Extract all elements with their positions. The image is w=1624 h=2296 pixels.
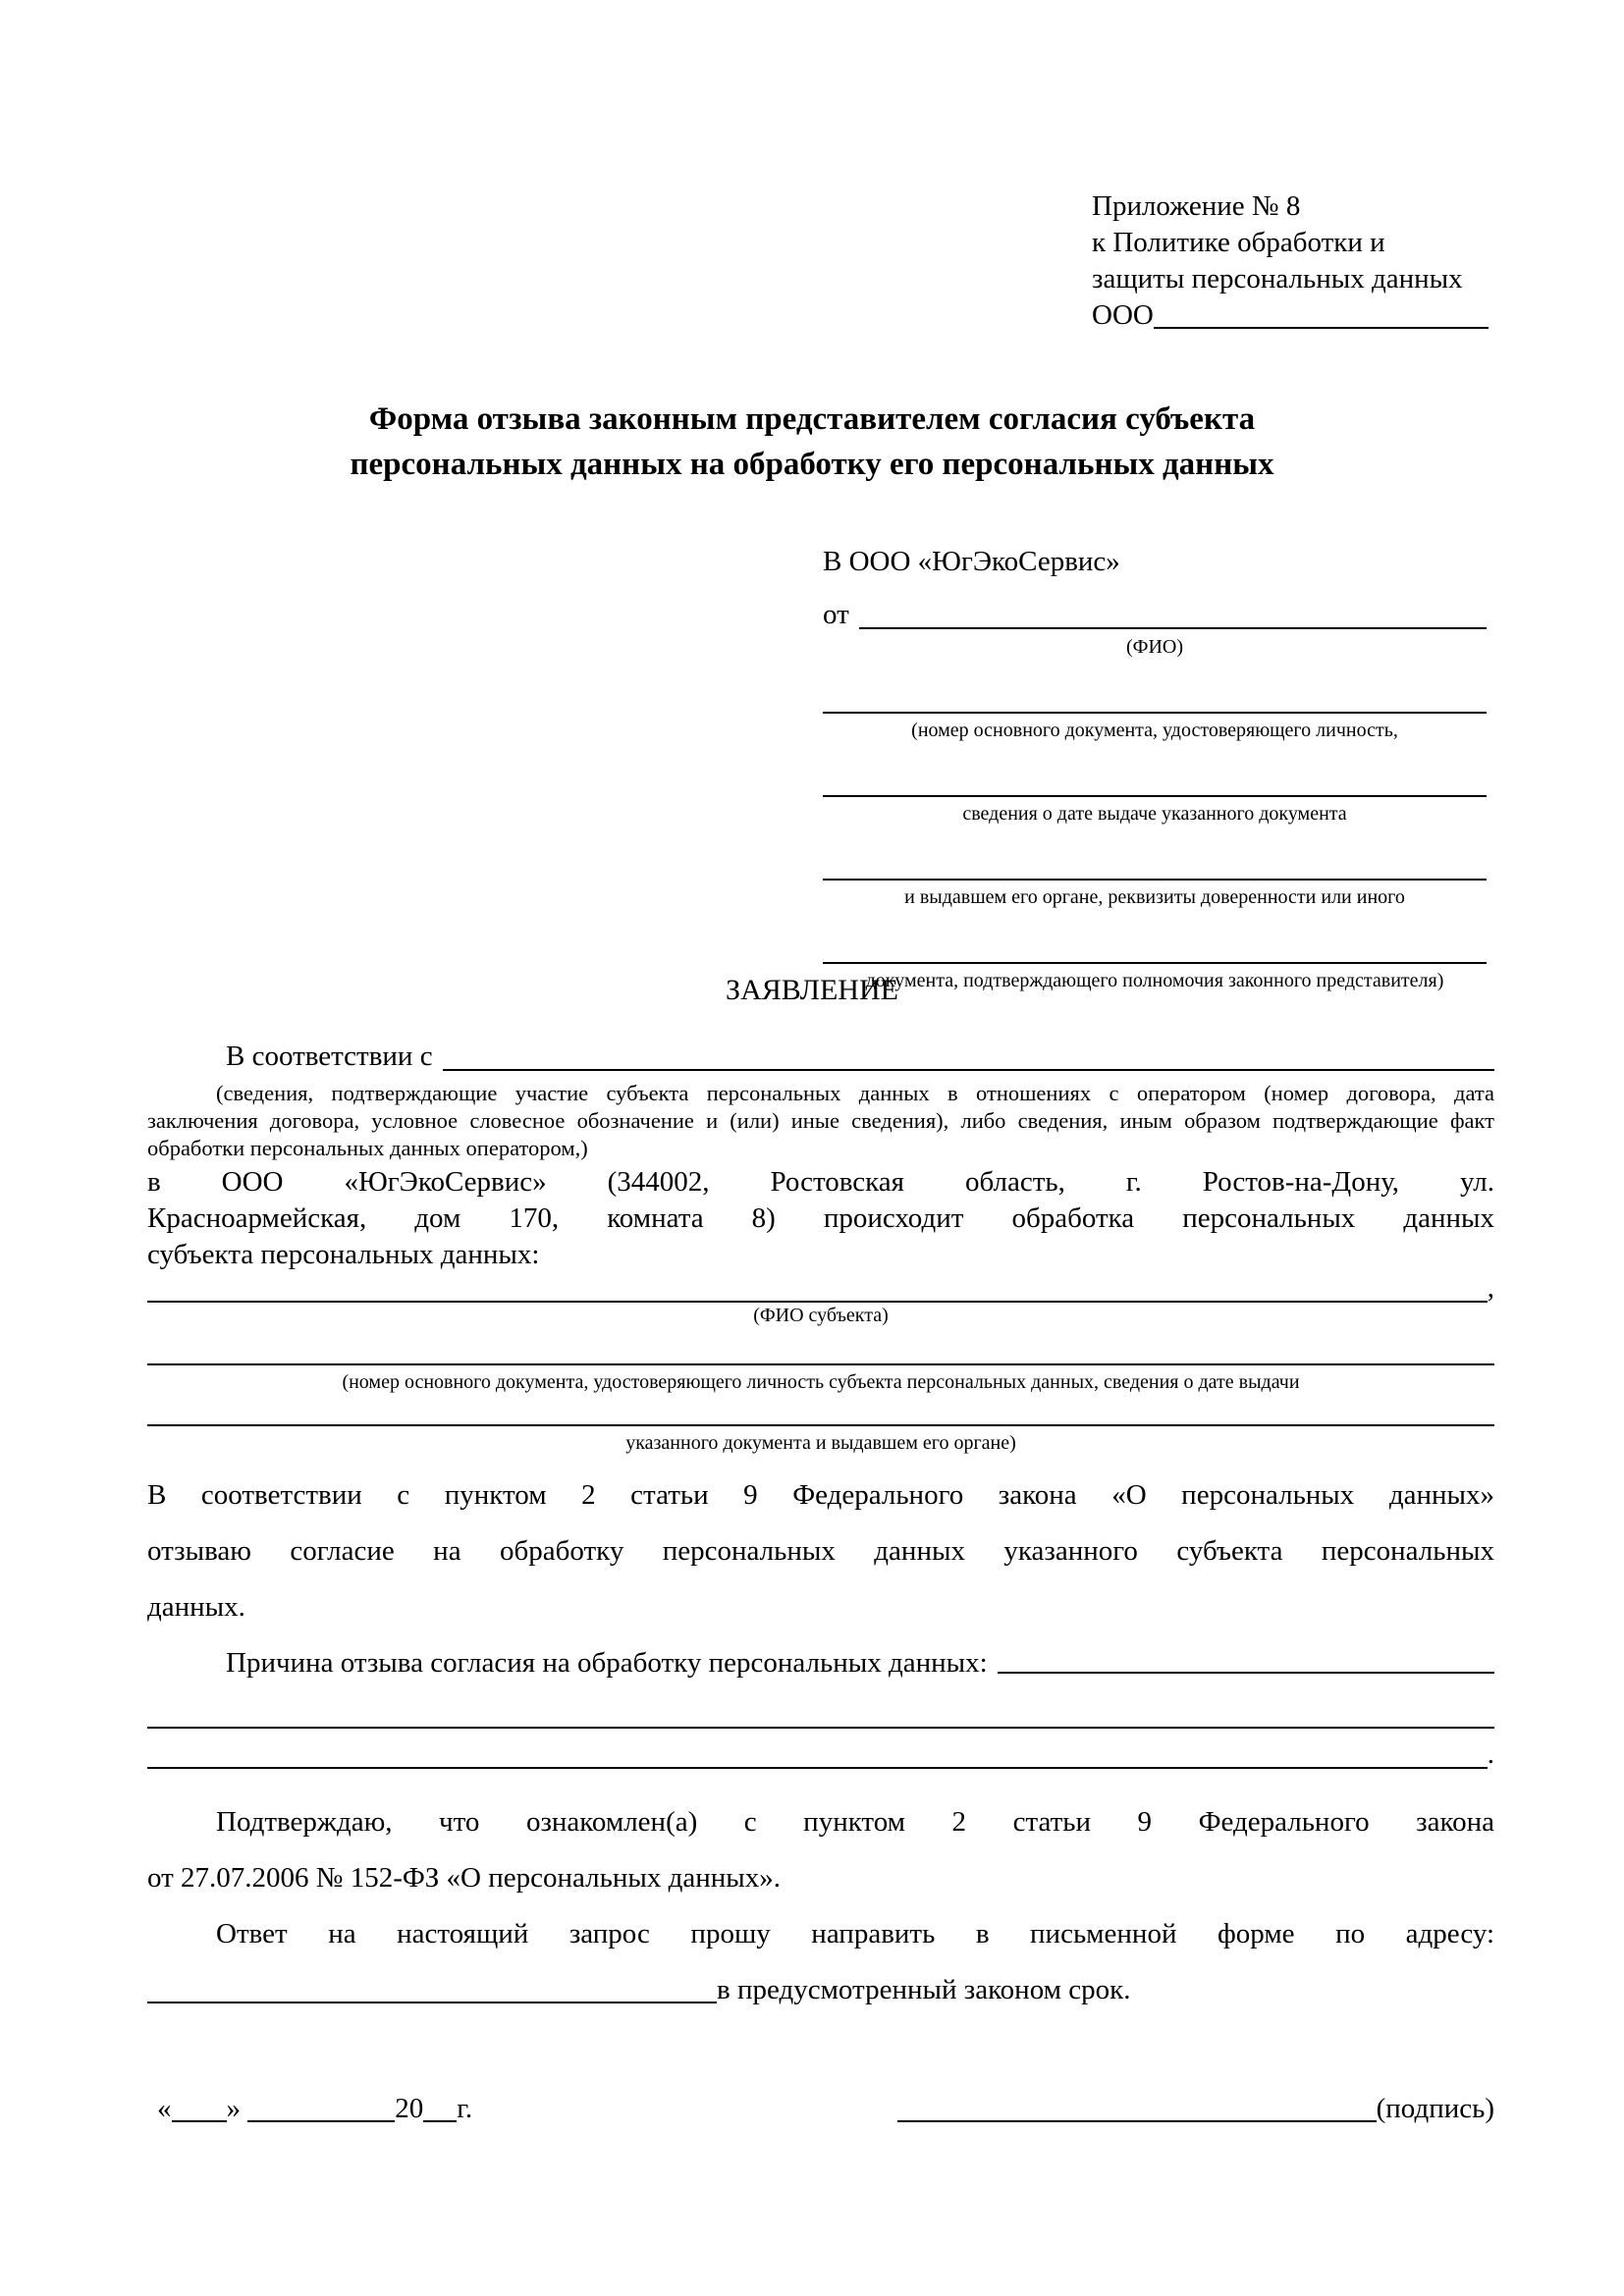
blank-line: [823, 712, 1487, 714]
month-blank-line: [247, 2120, 395, 2122]
date-field: [147, 2089, 472, 2128]
addressee-block: [823, 542, 1487, 993]
accordance-row: [147, 1037, 1494, 1076]
fio-subject-caption: (ФИО субъекта): [753, 1305, 889, 1326]
footnote-line-2: заключения договора, условное словесное обозначение и (или) иные сведения), либо сведения, иным образом подтверждающие факт: [147, 1108, 1494, 1133]
signature-caption: (подпись): [1376, 2093, 1494, 2124]
policy-line-1: к Политике обработки и: [1092, 227, 1385, 258]
form-title-line-1: Форма отзыва законным представителем согласия субъекта: [368, 401, 1256, 437]
fio-caption: (ФИО): [1125, 636, 1183, 658]
reason-blank-line-3-row: [147, 1729, 1494, 1781]
footnote-line-1: (сведения, подтверждающие участие субъекта персональных данных в отношениях с оператором (номер договора, дата: [216, 1081, 1494, 1105]
blank-line: [823, 962, 1487, 964]
addressee-organization: В ООО «ЮгЭкоСервис»: [823, 546, 1120, 577]
subject-doc-caption-1: (номер основного документа, удостоверяющего личность субъекта персональных данных, сведения о дате выдачи: [342, 1371, 1300, 1393]
blank-line: [147, 1424, 1494, 1426]
appendix-number: Приложение № 8: [1092, 190, 1301, 222]
statement-heading: ЗАЯВЛЕНИЕ: [726, 974, 898, 1006]
representative-doc-field-3: [823, 879, 1487, 910]
withdraw-paragraph: [147, 1468, 1494, 1635]
blank-line: [147, 1363, 1494, 1365]
accordance-footnote: [147, 1080, 1494, 1162]
signature-blank-line: [897, 2120, 1377, 2122]
year-prefix: 20: [395, 2093, 424, 2124]
policy-line-2: защиты персональных данных: [1092, 263, 1463, 294]
representative-name-blank-line: [859, 627, 1487, 629]
year-blank-line: [423, 2120, 457, 2122]
address-blank-line: [147, 2002, 717, 2003]
reason-row: [147, 1635, 1494, 1691]
form-title: [0, 397, 1624, 487]
ooo-blank-line: [1154, 327, 1489, 329]
blank-line: [823, 795, 1487, 797]
signature-footer: [147, 2089, 1494, 2128]
subject-name-field: [147, 1273, 1494, 1303]
reply-line-2: в предусмотренный законом срок.: [717, 1974, 1131, 2005]
blank-line: [823, 879, 1487, 881]
subject-doc-field-2: [147, 1424, 1494, 1456]
quote-close: »: [226, 2093, 241, 2124]
quote-open: «: [157, 2093, 172, 2124]
accordance-blank-line: [443, 1069, 1494, 1071]
ooo-label: ООО: [1092, 299, 1154, 331]
doc-caption-4: документа, подтверждающего полномочия законного представителя): [865, 970, 1444, 991]
withdraw-line-3: данных.: [147, 1591, 245, 1623]
doc-caption-2: сведения о дате выдаче указанного документа: [962, 803, 1347, 825]
representative-doc-field-1: [823, 712, 1487, 743]
footnote-line-3: обработки персональных данных оператором,): [147, 1136, 588, 1160]
from-label: от: [823, 599, 849, 630]
confirm-line-2: от 27.07.2006 № 152-ФЗ «О персональных данных».: [147, 1862, 782, 1894]
reason-label: Причина отзыва согласия на обработку персональных данных:: [226, 1647, 988, 1679]
subject-doc-caption-2: указанного документа и выдавшем его органе): [625, 1432, 1016, 1454]
confirm-paragraph: [147, 1794, 1494, 1906]
year-suffix: г.: [457, 2093, 473, 2124]
accordance-label: В соответствии с: [226, 1041, 433, 1072]
operator-paragraph: [147, 1164, 1494, 1273]
confirm-line-1: Подтверждаю, что ознакомлен(а) с пунктом 2 статьи 9 Федерального закона: [216, 1806, 1494, 1838]
doc-caption-1: (номер основного документа, удостоверяющего личность,: [911, 720, 1398, 741]
form-title-line-2: персональных данных на обработку его персональных данных: [350, 447, 1274, 482]
statement-body: [147, 1037, 1494, 2018]
withdraw-line-2: отзываю согласие на обработку персональных данных указанного субъекта персональных: [147, 1535, 1494, 1567]
appendix-block: [1092, 188, 1489, 334]
reply-address-row: [147, 1962, 1494, 2018]
operator-line-1: в ООО «ЮгЭкоСервис» (344002, Ростовская область, г. Ростов-на-Дону, ул.: [147, 1166, 1494, 1198]
doc-caption-3: и выдавшем его органе, реквизиты доверенности или иного: [904, 886, 1405, 908]
subject-doc-field-1: [147, 1363, 1494, 1395]
day-blank-line: [172, 2120, 227, 2122]
reason-blank-line-3: [147, 1767, 1488, 1769]
reason-blank-line: [998, 1672, 1494, 1674]
operator-line-3: субъекта персональных данных:: [147, 1239, 540, 1270]
representative-doc-field-2: [823, 795, 1487, 827]
blank-line-period: .: [1487, 1738, 1494, 1770]
reply-line-1: Ответ на настоящий запрос прошу направить в письменной форме по адресу:: [216, 1918, 1494, 1949]
withdraw-line-1: В соответствии с пунктом 2 статьи 9 Федерального закона «О персональных данных»: [147, 1479, 1494, 1511]
subject-name-comma: ,: [1487, 1272, 1494, 1304]
operator-line-2: Красноармейская, дом 170, комната 8) происходит обработка персональных данных: [147, 1202, 1494, 1234]
signature-field: [897, 2089, 1494, 2128]
